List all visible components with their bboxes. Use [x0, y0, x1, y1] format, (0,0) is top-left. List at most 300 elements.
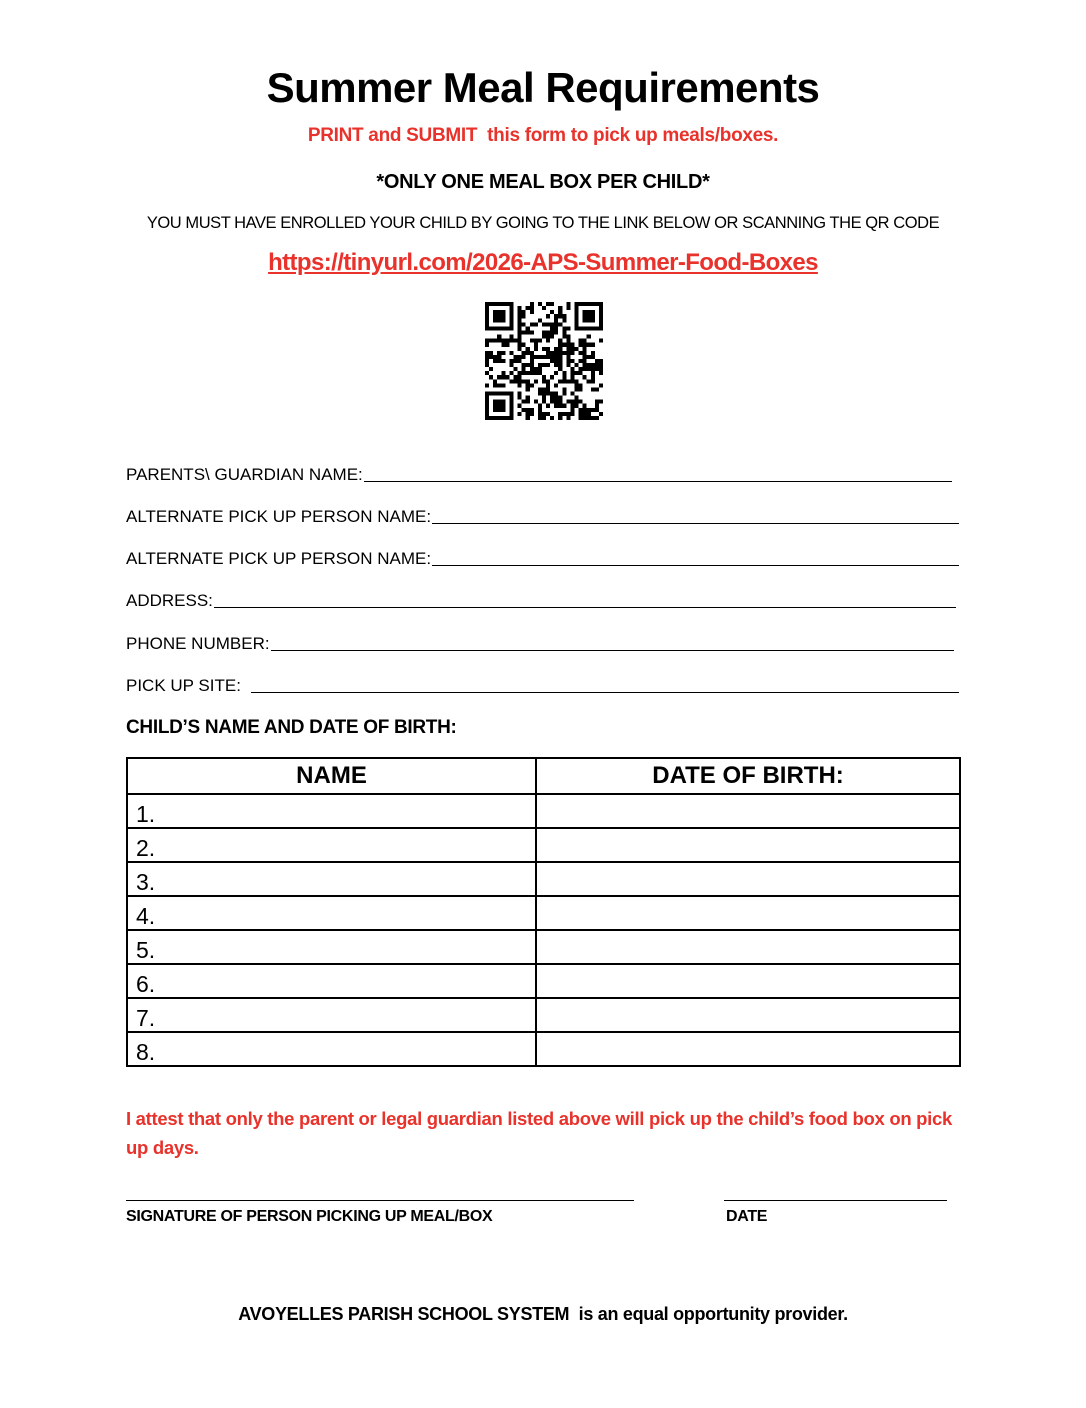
qr-module [497, 310, 501, 314]
qr-module [575, 383, 579, 387]
qr-module [522, 314, 526, 318]
qr-module [522, 379, 526, 383]
field-line[interactable] [432, 523, 959, 524]
qr-module [530, 310, 534, 314]
qr-module [554, 383, 558, 387]
qr-module [530, 363, 534, 367]
qr-module [518, 306, 522, 310]
qr-module [522, 310, 526, 314]
qr-module [546, 322, 550, 326]
qr-module [579, 367, 583, 371]
qr-module [570, 343, 574, 347]
qr-module [518, 371, 522, 375]
qr-module [575, 400, 579, 404]
qr-module [513, 379, 517, 383]
qr-module [583, 416, 587, 420]
qr-module [518, 335, 522, 339]
qr-module [509, 335, 513, 339]
qr-module [518, 330, 522, 334]
qr-module [530, 355, 534, 359]
qr-module [526, 351, 530, 355]
child-name-cell[interactable]: 2. [127, 828, 536, 862]
qr-module [538, 318, 542, 322]
qr-module [489, 375, 493, 379]
qr-module [489, 355, 493, 359]
qr-module [485, 318, 489, 322]
qr-module [550, 375, 554, 379]
table-row [127, 1032, 960, 1066]
qr-module [485, 404, 489, 408]
child-dob-cell[interactable] [536, 998, 960, 1032]
qr-module [579, 302, 583, 306]
qr-module [518, 359, 522, 363]
qr-module [497, 416, 501, 420]
qr-module [530, 339, 534, 343]
qr-module [493, 302, 497, 306]
qr-module [550, 396, 554, 400]
qr-module [550, 302, 554, 306]
address-field[interactable] [126, 589, 956, 611]
qr-module [550, 392, 554, 396]
qr-module [579, 416, 583, 420]
child-dob-cell[interactable] [536, 896, 960, 930]
qr-module [485, 355, 489, 359]
qr-module [542, 347, 546, 351]
enroll-notice: YOU MUST HAVE ENROLLED YOUR CHILD BY GOING TO THE LINK BELOW OR SCANNING THE QR CODE [146, 214, 940, 232]
qr-module [505, 416, 509, 420]
qr-module [550, 326, 554, 330]
qr-module [546, 314, 550, 318]
qr-module [599, 314, 603, 318]
qr-module [575, 396, 579, 400]
child-dob-cell[interactable] [536, 862, 960, 896]
qr-module [591, 416, 595, 420]
qr-module [489, 326, 493, 330]
qr-module [558, 359, 562, 363]
qr-module [493, 310, 497, 314]
qr-module [546, 355, 550, 359]
qr-module [493, 355, 497, 359]
qr-module [534, 347, 538, 351]
qr-module [575, 363, 579, 367]
qr-module [554, 396, 558, 400]
qr-module [509, 351, 513, 355]
qr-module [566, 363, 570, 367]
one-box-notice: *ONLY ONE MEAL BOX PER CHILD* [376, 171, 710, 193]
qr-module [599, 400, 603, 404]
qr-module [546, 383, 550, 387]
field-line[interactable] [251, 692, 959, 693]
qr-module [546, 339, 550, 343]
child-dob-cell[interactable] [536, 828, 960, 862]
qr-module [558, 404, 562, 408]
table-row [127, 828, 960, 862]
qr-module [591, 351, 595, 355]
qr-module [501, 351, 505, 355]
qr-module [558, 306, 562, 310]
table-header-row [127, 758, 960, 794]
qr-module [583, 339, 587, 343]
qr-module [554, 326, 558, 330]
qr-module [493, 339, 497, 343]
child-dob-cell[interactable] [536, 1032, 960, 1066]
qr-module [522, 371, 526, 375]
field-label: ALTERNATE PICK UP PERSON NAME: [126, 507, 432, 526]
qr-module [566, 351, 570, 355]
qr-module [493, 400, 497, 404]
qr-module [579, 387, 583, 391]
qr-module [558, 355, 562, 359]
qr-module [570, 412, 574, 416]
qr-module [522, 367, 526, 371]
qr-module [579, 408, 583, 412]
child-name-cell[interactable]: 4. [127, 896, 536, 930]
field-line[interactable] [432, 565, 959, 566]
child-name-cell[interactable]: 5. [127, 930, 536, 964]
qr-module [558, 314, 562, 318]
qr-module [546, 379, 550, 383]
qr-module [497, 339, 501, 343]
qr-module [542, 375, 546, 379]
qr-module [530, 408, 534, 412]
qr-module [562, 371, 566, 375]
qr-module [526, 306, 530, 310]
child-name-cell[interactable]: 7. [127, 998, 536, 1032]
qr-module [526, 412, 530, 416]
qr-module [509, 396, 513, 400]
child-dob-cell[interactable] [536, 930, 960, 964]
qr-module [562, 379, 566, 383]
qr-module [595, 404, 599, 408]
qr-module [542, 392, 546, 396]
qr-module [579, 351, 583, 355]
qr-module [595, 408, 599, 412]
qr-module [538, 355, 542, 359]
child-name-cell[interactable]: 6. [127, 964, 536, 998]
qr-module [485, 326, 489, 330]
qr-module [575, 387, 579, 391]
qr-module [489, 351, 493, 355]
signature-line[interactable] [126, 1200, 634, 1201]
qr-module [554, 318, 558, 322]
qr-module [550, 322, 554, 326]
field-label: ALTERNATE PICK UP PERSON NAME: [126, 549, 432, 568]
qr-module [518, 383, 522, 387]
qr-module [534, 371, 538, 375]
qr-module [501, 314, 505, 318]
qr-module [575, 379, 579, 383]
qr-module [554, 392, 558, 396]
qr-module [522, 330, 526, 334]
table-row [127, 896, 960, 930]
qr-module [583, 347, 587, 351]
qr-module [546, 302, 550, 306]
qr-module [591, 387, 595, 391]
qr-module [485, 314, 489, 318]
qr-module [591, 375, 595, 379]
qr-module [530, 383, 534, 387]
qr-module [575, 302, 579, 306]
qr-module [501, 343, 505, 347]
field-label: PICK UP SITE: [126, 676, 246, 695]
qr-module [526, 371, 530, 375]
qr-module [546, 347, 550, 351]
qr-module [558, 396, 562, 400]
qr-module [526, 400, 530, 404]
qr-module [501, 392, 505, 396]
qr-module [534, 343, 538, 347]
qr-code-icon [485, 302, 603, 420]
alternate-pickup-name-field-1[interactable] [126, 505, 959, 527]
qr-module [591, 318, 595, 322]
qr-module [566, 359, 570, 363]
qr-module [493, 383, 497, 387]
qr-module [509, 310, 513, 314]
qr-module [509, 363, 513, 367]
qr-module [497, 326, 501, 330]
qr-module [513, 367, 517, 371]
qr-module [583, 314, 587, 318]
qr-module [485, 408, 489, 412]
qr-module [501, 408, 505, 412]
field-line[interactable] [271, 650, 954, 651]
qr-module [599, 371, 603, 375]
qr-module [513, 339, 517, 343]
qr-module [538, 392, 542, 396]
qr-module [497, 383, 501, 387]
qr-module [599, 383, 603, 387]
qr-module [538, 412, 542, 416]
qr-module [485, 339, 489, 343]
qr-module [566, 306, 570, 310]
qr-module [583, 302, 587, 306]
child-name-cell[interactable]: 3. [127, 862, 536, 896]
qr-module [550, 359, 554, 363]
qr-module [485, 383, 489, 387]
qr-module [546, 387, 550, 391]
qr-module [518, 314, 522, 318]
qr-module [562, 330, 566, 334]
qr-module [566, 326, 570, 330]
qr-module [554, 400, 558, 404]
qr-module [558, 339, 562, 343]
qr-module [546, 392, 550, 396]
qr-module [485, 351, 489, 355]
qr-module [518, 392, 522, 396]
attestation-text: I attest that only the parent or legal guardian listed above will pick up the child’s food box on pick up days. [126, 1108, 953, 1158]
qr-module [509, 359, 513, 363]
qr-module [558, 322, 562, 326]
qr-module [522, 408, 526, 412]
qr-module [497, 400, 501, 404]
qr-module [485, 416, 489, 420]
qr-module [505, 343, 509, 347]
qr-module [501, 359, 505, 363]
qr-module [587, 326, 591, 330]
qr-module [538, 339, 542, 343]
qr-module [562, 335, 566, 339]
qr-module [493, 318, 497, 322]
field-line[interactable] [214, 607, 956, 608]
qr-module [587, 310, 591, 314]
qr-module [587, 379, 591, 383]
qr-module [542, 400, 546, 404]
qr-module [579, 383, 583, 387]
qr-module [518, 326, 522, 330]
qr-module [583, 343, 587, 347]
qr-module [591, 326, 595, 330]
qr-module [485, 400, 489, 404]
qr-module [530, 306, 534, 310]
qr-module [501, 326, 505, 330]
parent-guardian-name-field[interactable] [126, 463, 952, 485]
qr-module [566, 355, 570, 359]
qr-module [542, 363, 546, 367]
qr-module [526, 408, 530, 412]
qr-module [575, 347, 579, 351]
date-line[interactable] [724, 1200, 947, 1201]
qr-module [579, 400, 583, 404]
qr-module [583, 310, 587, 314]
qr-module [534, 339, 538, 343]
child-name-cell[interactable]: 8. [127, 1032, 536, 1066]
qr-module [501, 400, 505, 404]
qr-module [595, 416, 599, 420]
qr-module [566, 379, 570, 383]
enrollment-link[interactable]: https://tinyurl.com/2026-APS-Summer-Food-Boxes [268, 249, 818, 276]
qr-module [530, 367, 534, 371]
qr-module [530, 351, 534, 355]
qr-module [587, 318, 591, 322]
field-label: ADDRESS: [126, 591, 213, 610]
qr-module [554, 347, 558, 351]
qr-module [485, 306, 489, 310]
qr-module [518, 412, 522, 416]
qr-module [550, 416, 554, 420]
qr-module [558, 400, 562, 404]
child-dob-cell[interactable] [536, 964, 960, 998]
qr-module [530, 412, 534, 416]
qr-module [485, 343, 489, 347]
qr-module [518, 343, 522, 347]
qr-module [509, 392, 513, 396]
qr-module [599, 339, 603, 343]
qr-module [505, 339, 509, 343]
phone-number-field[interactable] [126, 632, 954, 654]
qr-module [587, 335, 591, 339]
qr-module [583, 367, 587, 371]
qr-module [599, 363, 603, 367]
qr-module [546, 404, 550, 408]
qr-module [542, 379, 546, 383]
qr-module [501, 371, 505, 375]
field-line[interactable] [364, 481, 952, 482]
table-row [127, 930, 960, 964]
qr-module [591, 363, 595, 367]
qr-module [583, 326, 587, 330]
qr-module [566, 416, 570, 420]
qr-module [583, 359, 587, 363]
qr-module [562, 387, 566, 391]
qr-module [509, 326, 513, 330]
qr-module [526, 383, 530, 387]
qr-module [599, 322, 603, 326]
qr-module [591, 314, 595, 318]
pickup-site-field[interactable] [126, 674, 959, 696]
qr-module [509, 379, 513, 383]
qr-module [583, 412, 587, 416]
qr-module [570, 404, 574, 408]
alternate-pickup-name-field-2[interactable] [126, 547, 959, 569]
child-dob-cell[interactable] [536, 794, 960, 828]
qr-module [493, 379, 497, 383]
subtitle: PRINT and SUBMIT this form to pick up meals/boxes. [307, 125, 779, 146]
qr-module [542, 355, 546, 359]
qr-module [501, 416, 505, 420]
qr-module [583, 351, 587, 355]
qr-module [599, 326, 603, 330]
qr-module [542, 396, 546, 400]
qr-module [599, 310, 603, 314]
qr-module [493, 392, 497, 396]
qr-module [489, 302, 493, 306]
qr-module [566, 400, 570, 404]
qr-module [554, 404, 558, 408]
qr-module [599, 306, 603, 310]
qr-module [526, 396, 530, 400]
qr-module [570, 400, 574, 404]
qr-module [583, 355, 587, 359]
qr-module [558, 416, 562, 420]
qr-module [485, 363, 489, 367]
qr-module [501, 404, 505, 408]
qr-module [591, 343, 595, 347]
qr-module [538, 416, 542, 420]
qr-module [546, 412, 550, 416]
qr-module [562, 326, 566, 330]
field-label: PARENTS\ GUARDIAN NAME: [126, 465, 363, 484]
qr-module [493, 314, 497, 318]
qr-module [509, 371, 513, 375]
qr-module [497, 302, 501, 306]
qr-module [562, 318, 566, 322]
qr-module [485, 392, 489, 396]
qr-module [546, 351, 550, 355]
qr-module [550, 351, 554, 355]
qr-module [538, 371, 542, 375]
qr-module [522, 322, 526, 326]
qr-module [489, 416, 493, 420]
qr-module [509, 318, 513, 322]
qr-module [485, 412, 489, 416]
qr-module [566, 339, 570, 343]
qr-module [518, 396, 522, 400]
qr-module [583, 408, 587, 412]
qr-module [493, 416, 497, 420]
qr-module [509, 306, 513, 310]
table-row [127, 862, 960, 896]
qr-module [583, 363, 587, 367]
qr-module [550, 310, 554, 314]
qr-module [570, 379, 574, 383]
qr-module [595, 359, 599, 363]
child-name-cell[interactable]: 1. [127, 794, 536, 828]
qr-module [587, 367, 591, 371]
qr-module [566, 347, 570, 351]
qr-module [526, 363, 530, 367]
qr-module [562, 343, 566, 347]
table-row [127, 998, 960, 1032]
